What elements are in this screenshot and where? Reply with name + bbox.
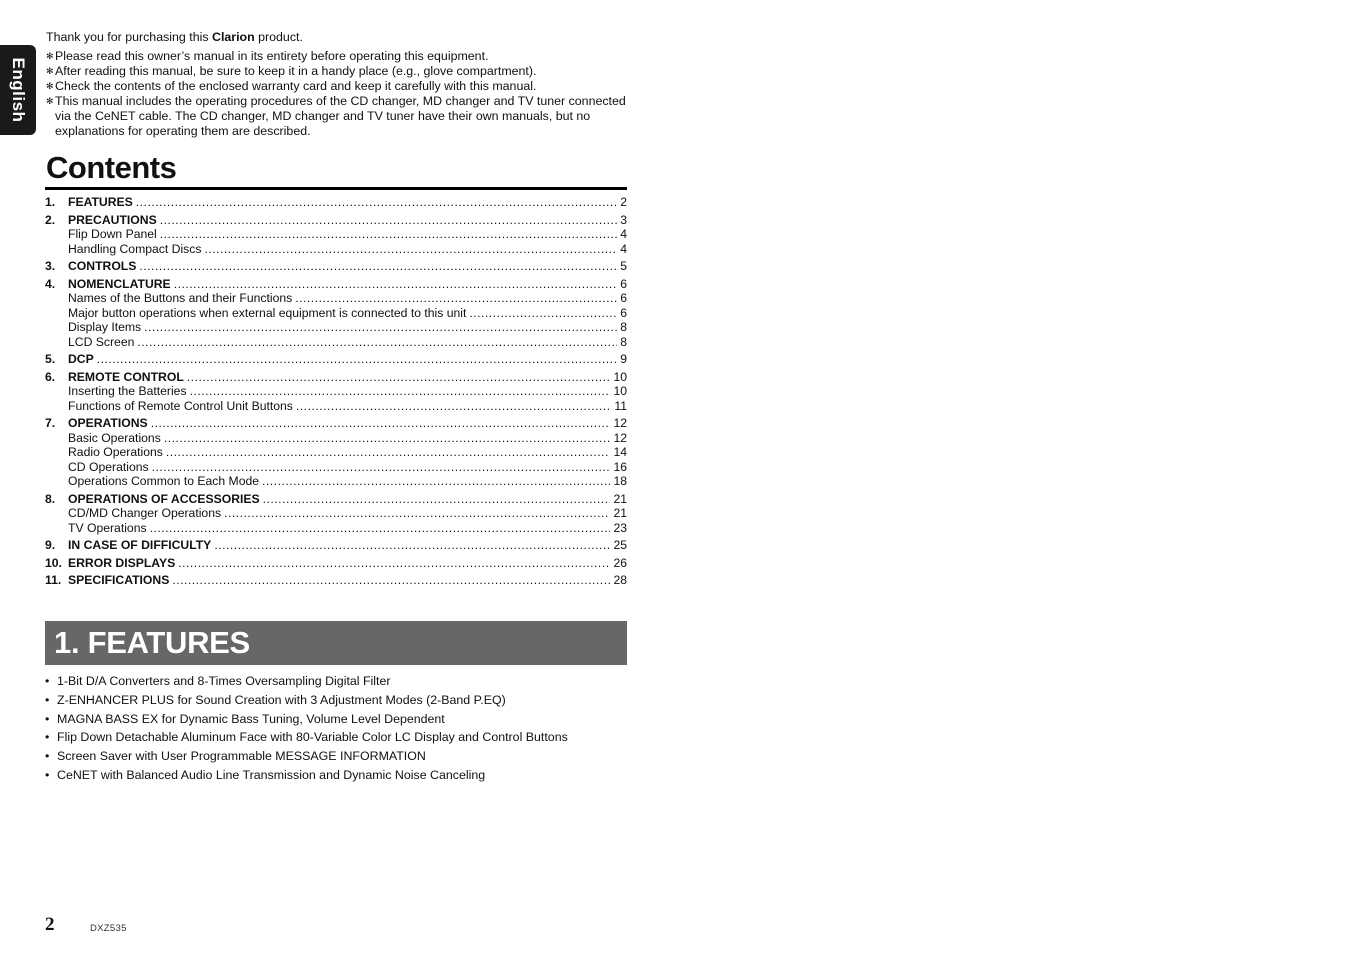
toc-leader-dots (178, 556, 610, 571)
toc-subentry-page: 21 (613, 506, 627, 520)
toc-entry-page: 10 (613, 369, 627, 384)
toc-section (45, 538, 627, 553)
toc-entry[interactable] (45, 538, 627, 553)
feature-item: • Flip Down Detachable Aluminum Face with 80-Variable Color LC Display and Control Buttons (45, 730, 635, 745)
language-tab-label: English (9, 57, 28, 123)
toc-entry-page: 25 (613, 538, 627, 552)
toc-entry-number: 11. (45, 573, 62, 587)
toc-entry-page: 26 (613, 555, 627, 570)
toc-subentry-title: Inserting the Batteries (68, 384, 187, 398)
toc-entry[interactable] (45, 370, 627, 385)
features-list (45, 674, 635, 787)
toc-section (45, 195, 627, 210)
features-heading: 1. FEATURES (54, 625, 250, 660)
toc-entry-number: 1. (45, 195, 56, 209)
toc-leader-dots (295, 291, 617, 306)
toc-subentry-page: 6 (620, 291, 627, 305)
feature-item: • 1-Bit D/A Converters and 8-Times Oversampling Digital Filter (45, 674, 635, 689)
toc-entry-page: 5 (620, 259, 627, 273)
toc-subentry-title: Flip Down Panel (68, 227, 157, 241)
toc-entry-page: 28 (613, 573, 627, 587)
toc-leader-dots (160, 213, 618, 228)
intro-note-text: Please read this owner’s manual in its entirety before operating this equipment. (55, 49, 489, 63)
table-of-contents (45, 195, 627, 591)
toc-subentry[interactable] (45, 306, 627, 321)
toc-leader-dots (214, 538, 610, 553)
toc-entry-title: ERROR DISPLAYS (68, 555, 176, 570)
toc-leader-dots (174, 277, 618, 292)
intro-note (46, 64, 636, 79)
intro-note (46, 94, 636, 139)
toc-entry-number: 6. (45, 369, 56, 384)
toc-entry[interactable] (45, 492, 627, 507)
toc-leader-dots (204, 242, 617, 257)
toc-leader-dots (164, 431, 611, 446)
toc-leader-dots (187, 370, 611, 385)
toc-entry-title: CONTROLS (68, 259, 137, 273)
toc-entry-title: DCP (68, 352, 94, 366)
toc-subentry-page: 8 (620, 334, 627, 349)
intro-note-text: After reading this manual, be sure to keep it in a handy place (e.g., glove compartment). (55, 64, 537, 78)
toc-entry-number: 4. (45, 276, 56, 291)
page-number: 2 (45, 914, 55, 935)
toc-subentry-page: 18 (613, 474, 627, 488)
toc-entry-title: FEATURES (68, 195, 133, 209)
toc-subentry-page: 6 (620, 305, 627, 320)
toc-entry[interactable] (45, 195, 627, 210)
toc-section (45, 492, 627, 536)
intro-thanks-text: Thank you for purchasing this (46, 30, 212, 44)
toc-subentry-page: 16 (613, 459, 627, 474)
toc-leader-dots (262, 474, 610, 489)
toc-entry-title: REMOTE CONTROL (68, 369, 184, 384)
contents-divider (45, 187, 627, 190)
toc-subentry[interactable] (45, 521, 627, 536)
toc-subentry[interactable] (45, 445, 627, 460)
toc-subentry[interactable] (45, 335, 627, 350)
toc-entry-page: 9 (620, 352, 627, 366)
toc-leader-dots (136, 195, 617, 210)
toc-subentry-title: Major button operations when external equipment is connected to this unit (68, 305, 467, 320)
toc-subentry-title: Basic Operations (68, 430, 161, 445)
toc-entry[interactable] (45, 277, 627, 292)
toc-subentry[interactable] (45, 227, 627, 242)
toc-entry-number: 2. (45, 212, 56, 227)
toc-subentry-title: Handling Compact Discs (68, 241, 202, 256)
toc-subentry-title: LCD Screen (68, 334, 135, 349)
asterisk-icon: ✻ (46, 51, 54, 61)
toc-leader-dots (160, 227, 617, 242)
toc-entry-number: 10. (45, 555, 62, 570)
toc-entry-number: 9. (45, 538, 56, 552)
toc-leader-dots (469, 306, 617, 321)
toc-section (45, 416, 627, 489)
toc-entry-number: 7. (45, 416, 56, 430)
toc-subentry[interactable] (45, 506, 627, 521)
toc-entry-title: OPERATIONS OF ACCESSORIES (68, 491, 260, 506)
toc-subentry-title: TV Operations (68, 520, 147, 535)
contents-title: Contents (46, 150, 177, 185)
toc-subentry-page: 4 (620, 241, 627, 256)
asterisk-icon: ✻ (46, 96, 54, 106)
toc-subentry[interactable] (45, 474, 627, 489)
toc-subentry[interactable] (45, 320, 627, 335)
intro-note (46, 79, 636, 94)
toc-subentry-title: Functions of Remote Control Unit Buttons (68, 398, 293, 413)
toc-leader-dots (166, 445, 611, 460)
toc-subentry-title: Names of the Buttons and their Functions (68, 291, 293, 305)
model-number: DXZ535 (90, 923, 127, 934)
toc-leader-dots (172, 573, 610, 588)
toc-leader-dots (152, 460, 611, 475)
intro-thanks (46, 30, 636, 45)
toc-subentry-title: Operations Common to Each Mode (68, 474, 260, 488)
toc-leader-dots (190, 384, 611, 399)
toc-leader-dots (139, 259, 617, 274)
toc-subentry-page: 8 (620, 320, 627, 334)
toc-leader-dots (224, 506, 610, 521)
features-banner (45, 621, 627, 665)
toc-entry-page: 12 (613, 416, 627, 430)
asterisk-icon: ✻ (46, 81, 54, 91)
toc-subentry[interactable] (45, 242, 627, 257)
intro-note (46, 49, 636, 64)
toc-subentry-title: Display Items (68, 320, 142, 334)
intro-thanks-end: product. (254, 30, 303, 44)
toc-section (45, 556, 627, 571)
toc-entry-title: NOMENCLATURE (68, 276, 171, 291)
toc-subentry[interactable] (45, 384, 627, 399)
toc-subentry-title: CD/MD Changer Operations (68, 506, 222, 520)
toc-leader-dots (150, 521, 611, 536)
toc-subentry[interactable] (45, 291, 627, 306)
toc-entry-title: PRECAUTIONS (68, 212, 157, 227)
toc-entry-number: 3. (45, 259, 56, 273)
toc-entry-page: 21 (613, 491, 627, 506)
feature-item: • Screen Saver with User Programmable MESSAGE INFORMATION (45, 749, 635, 764)
asterisk-icon: ✻ (46, 66, 54, 76)
toc-leader-dots (144, 320, 617, 335)
toc-entry-title: IN CASE OF DIFFICULTY (68, 538, 212, 552)
toc-section (45, 370, 627, 414)
toc-section (45, 259, 627, 274)
feature-item: • CeNET with Balanced Audio Line Transmission and Dynamic Noise Canceling (45, 768, 635, 783)
toc-section (45, 573, 627, 588)
toc-entry[interactable] (45, 573, 627, 588)
toc-entry[interactable] (45, 213, 627, 228)
toc-leader-dots (151, 416, 611, 431)
toc-entry[interactable] (45, 556, 627, 571)
toc-entry-page: 6 (620, 276, 627, 291)
toc-subentry-page: 12 (613, 430, 627, 445)
toc-subentry[interactable] (45, 431, 627, 446)
toc-leader-dots (263, 492, 611, 507)
toc-entry-page: 3 (620, 212, 627, 227)
toc-subentry[interactable] (45, 460, 627, 475)
feature-item: • MAGNA BASS EX for Dynamic Bass Tuning, Volume Level Dependent (45, 712, 635, 727)
toc-subentry-title: CD Operations (68, 459, 149, 474)
toc-entry-page: 2 (620, 195, 627, 209)
toc-section (45, 213, 627, 257)
toc-entry-title: SPECIFICATIONS (68, 573, 170, 587)
toc-entry[interactable] (45, 352, 627, 367)
intro-block (46, 30, 636, 139)
toc-leader-dots (296, 399, 611, 414)
toc-subentry-page: 4 (620, 227, 627, 241)
toc-section (45, 277, 627, 350)
toc-subentry-page: 10 (613, 384, 627, 398)
toc-subentry[interactable] (45, 399, 627, 414)
toc-entry-number: 5. (45, 352, 56, 366)
feature-item: • Z-ENHANCER PLUS for Sound Creation with 3 Adjustment Modes (2-Band P.EQ) (45, 693, 635, 708)
toc-subentry-title: Radio Operations (68, 445, 163, 459)
intro-note-text: Check the contents of the enclosed warranty card and keep it carefully with this manual. (55, 79, 537, 93)
toc-leader-dots (97, 352, 617, 367)
toc-leader-dots (137, 335, 617, 350)
toc-subentry-page: 23 (613, 520, 627, 535)
brand-name: Clarion (212, 30, 255, 44)
toc-subentry-page: 14 (613, 445, 627, 459)
language-tab (0, 45, 36, 135)
intro-note-text: This manual includes the operating procedures of the CD changer, MD changer and TV tuner connected via the CeNET cable. The CD changer, MD changer and TV tuner have their own manuals, but no explanations for operating them are described. (55, 94, 626, 138)
toc-entry-title: OPERATIONS (68, 416, 148, 430)
toc-entry[interactable] (45, 416, 627, 431)
toc-section (45, 352, 627, 367)
toc-entry-number: 8. (45, 491, 56, 506)
toc-subentry-page: 11 (614, 398, 627, 413)
toc-entry[interactable] (45, 259, 627, 274)
